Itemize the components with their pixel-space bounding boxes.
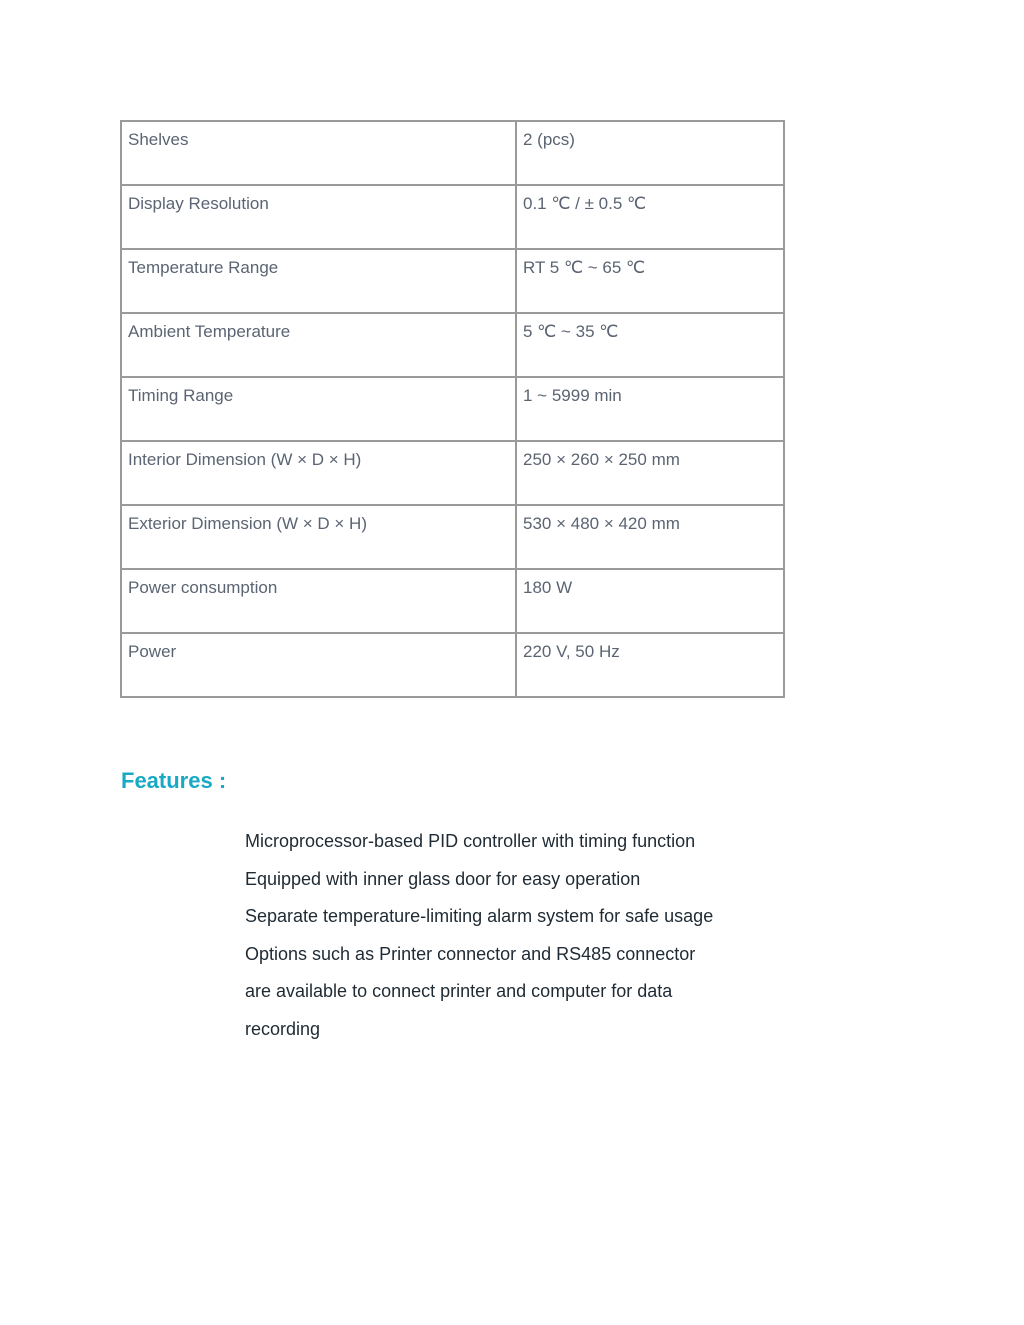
spec-value: 180 W [516,569,784,633]
spec-label: Power consumption [121,569,516,633]
spec-label: Power [121,633,516,697]
table-row [121,377,784,441]
features-heading: Features : [121,768,227,793]
table-row [121,633,784,697]
table-row [121,313,784,377]
list-item: Microprocessor-based PID controller with timing function [245,831,696,851]
spec-label: Shelves [121,121,516,185]
table-row [121,249,784,313]
spec-value: 1 ~ 5999 min [516,377,784,441]
list-item: Separate temperature-limiting alarm system for safe usage [245,906,714,927]
spec-label: Exterior Dimension (W × D × H) [121,505,516,569]
specifications-table [120,120,785,698]
spec-value: 220 V, 50 Hz [516,633,784,697]
spec-value: 5 ℃ ~ 35 ℃ [516,313,784,377]
table-row [121,121,784,185]
features-list [245,823,715,1049]
table-row [121,441,784,505]
spec-label: Temperature Range [121,249,516,313]
spec-label: Timing Range [121,377,516,441]
table-row [121,505,784,569]
table-row [121,569,784,633]
table-row [121,185,784,249]
spec-value: 2 (pcs) [516,121,784,185]
list-item: Options such as Printer connector and RS485 connector are available to connect printer and computer for data recording [245,943,696,1039]
spec-value: RT 5 ℃ ~ 65 ℃ [516,249,784,313]
spec-value: 530 × 480 × 420 mm [516,505,784,569]
spec-label: Display Resolution [121,185,516,249]
spec-value: 0.1 ℃ / ± 0.5 ℃ [516,185,784,249]
spec-label: Ambient Temperature [121,313,516,377]
spec-label: Interior Dimension (W × D × H) [121,441,516,505]
spec-value: 250 × 260 × 250 mm [516,441,784,505]
list-item: Equipped with inner glass door for easy operation [245,868,641,889]
